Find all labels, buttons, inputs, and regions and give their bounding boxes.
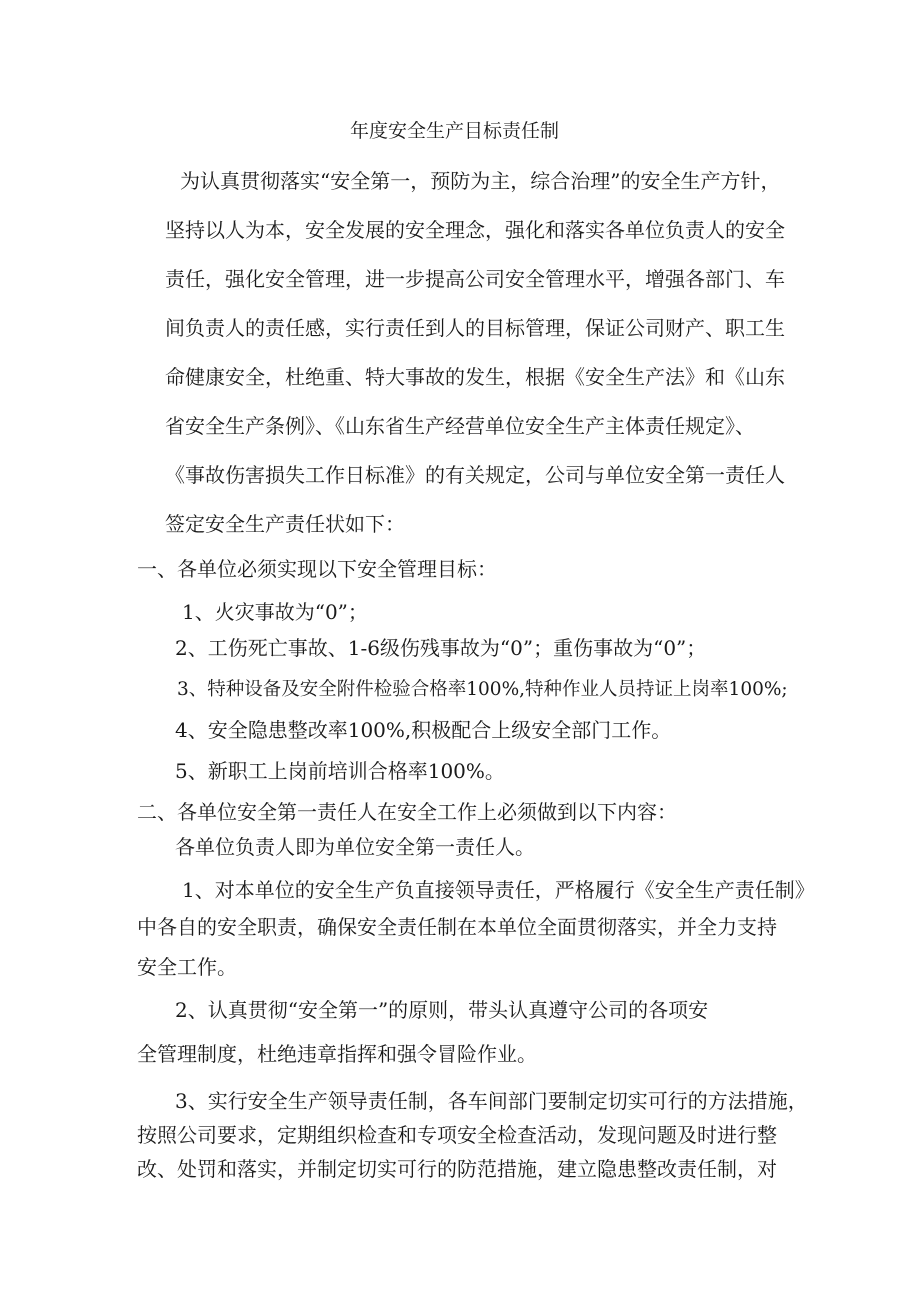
section2-item1-line-3: 安全工作。 [137,955,237,979]
section1-item-1: 1、火灾事故为“0”； [182,600,368,624]
section2-item2-line-2: 全管理制度，杜绝违章指挥和强令冒险作业。 [137,1042,537,1066]
intro-line-1: 为认真贯彻落实“安全第一，预防为主，综合治理”的安全生产方针， [180,169,781,193]
intro-line-8: 签定安全生产责任状如下： [165,512,405,536]
intro-line-5: 命健康安全，杜绝重、特大事故的发生，根据《安全生产法》和《山东 [165,365,785,389]
section1-heading: 一、各单位必须实现以下安全管理目标： [137,557,497,581]
section1-item-5: 5、新职工上岗前培训合格率100%。 [175,759,505,783]
section2-note: 各单位负责人即为单位安全第一责任人。 [175,835,535,859]
section2-item1-line-1: 1、对本单位的安全生产负直接领导责任，严格履行《安全生产责任制》 [182,878,815,902]
intro-line-2: 坚持以人为本，安全发展的安全理念，强化和落实各单位负责人的安全 [165,218,785,242]
intro-line-3: 责任，强化安全管理，进一步提高公司安全管理水平，增强各部门、车 [165,267,785,291]
intro-line-6: 省安全生产条例》、《山东省生产经营单位安全生产主体责任规定》、 [165,414,755,438]
section2-item3-line-1: 3、实行安全生产领导责任制，各车间部门要制定切实可行的方法措施， [175,1089,808,1113]
intro-line-7: 《事故伤害损失工作日标准》的有关规定，公司与单位安全第一责任人 [165,463,785,487]
section2-item1-line-2: 中各自的安全职责，确保安全责任制在本单位全面贯彻落实，并全力支持 [137,915,777,939]
section2-item3-line-2: 按照公司要求，定期组织检查和专项安全检查活动，发现问题及时进行整 [137,1123,777,1147]
section2-item2-line-1: 2、认真贯彻“安全第一”的原则，带头认真遵守公司的各项安 [175,998,709,1022]
intro-line-4: 间负责人的责任感，实行责任到人的目标管理，保证公司财产、职工生 [165,316,785,340]
document-title: 年度安全生产目标责任制 [350,120,560,142]
section2-item3-line-3: 改、处罚和落实，并制定切实可行的防范措施，建立隐患整改责任制，对 [137,1157,777,1181]
section2-heading: 二、各单位安全第一责任人在安全工作上必须做到以下内容： [137,800,677,824]
section1-item-2: 2、工伤死亡事故、1-6级伤残事故为“0”；重伤事故为“0”； [175,636,707,660]
section1-item-3: 3、特种设备及安全附件检验合格率100%,特种作业人员持证上岗率100%; [177,679,788,700]
section1-item-4: 4、安全隐患整改率100%,积极配合上级安全部门工作。 [175,718,672,742]
